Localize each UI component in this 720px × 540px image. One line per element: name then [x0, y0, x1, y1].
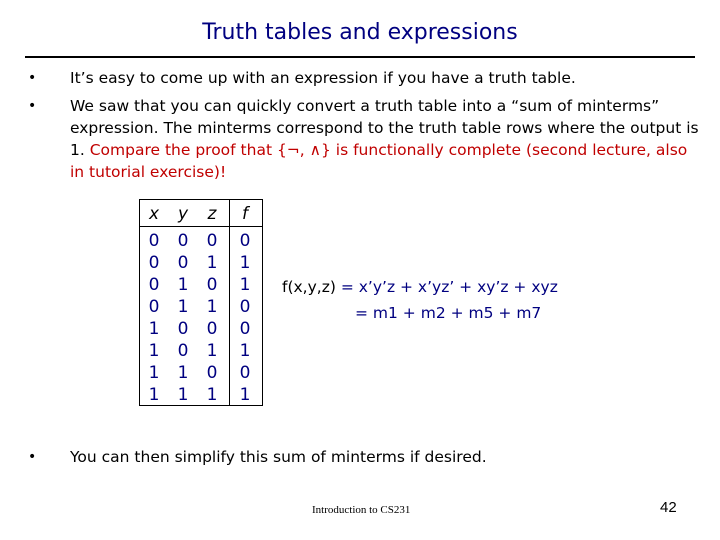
bullet-marker: • — [28, 98, 37, 114]
header-y: y — [177, 204, 189, 224]
table-cell: 0 — [177, 253, 189, 273]
table-cell: 1 — [239, 275, 251, 295]
table-cell: 0 — [206, 319, 218, 339]
table-cell: 1 — [239, 341, 251, 361]
table-cell: 1 — [206, 385, 218, 405]
bullet-text: We saw that you can quickly convert a truth table into a “sum of minterms” expression. The minterms correspond to the truth table rows where the output is 1. — [70, 97, 699, 159]
page-number: 42 — [660, 499, 677, 516]
footer-text: Introduction to CS231 — [312, 504, 411, 516]
bullet-marker: • — [28, 70, 37, 86]
table-cell: 0 — [177, 319, 189, 339]
title-divider — [25, 56, 695, 58]
table-row — [140, 384, 262, 406]
table-cell: 0 — [206, 231, 218, 251]
equation-rhs: = x’y’z + x’yz’ + xy’z + xyz — [340, 278, 558, 296]
equation-line-1 — [282, 276, 558, 298]
table-cell: 1 — [177, 275, 189, 295]
table-cell: 1 — [148, 363, 160, 383]
header-f: f — [242, 204, 248, 224]
table-row — [140, 362, 262, 384]
table-row — [140, 230, 262, 252]
table-cell: 0 — [148, 297, 160, 317]
table-cell: 1 — [177, 297, 189, 317]
truth-table — [139, 199, 263, 406]
table-cell: 0 — [239, 231, 251, 251]
header-z: z — [207, 204, 217, 224]
table-row — [140, 274, 262, 296]
table-cell: 1 — [239, 385, 251, 405]
table-cell: 1 — [206, 341, 218, 361]
table-cell: 0 — [206, 363, 218, 383]
equation-lhs: f(x,y,z) — [282, 278, 336, 296]
table-cell: 0 — [239, 319, 251, 339]
table-cell: 1 — [177, 385, 189, 405]
table-cell: 0 — [206, 275, 218, 295]
table-cell: 0 — [239, 297, 251, 317]
table-row — [140, 252, 262, 274]
table-cell: 0 — [177, 231, 189, 251]
table-cell: 1 — [177, 363, 189, 383]
table-row — [140, 296, 262, 318]
equation-line-2: = m1 + m2 + m5 + m7 — [355, 304, 542, 322]
table-cell: 0 — [148, 275, 160, 295]
bullet-item — [70, 95, 700, 183]
table-cell: 0 — [148, 253, 160, 273]
slide-title: Truth tables and expressions — [202, 20, 518, 45]
table-cell: 1 — [148, 385, 160, 405]
table-cell: 0 — [148, 231, 160, 251]
table-row — [140, 340, 262, 362]
table-row — [140, 318, 262, 340]
bullet-highlight: Compare the proof that {¬, ∧} is functionally complete (second lecture, also in tutorial exercise)! — [70, 141, 688, 181]
table-cell: 1 — [206, 253, 218, 273]
table-header-row — [140, 203, 262, 225]
table-cell: 1 — [239, 253, 251, 273]
bullet-item: You can then simplify this sum of minterms if desired. — [70, 448, 487, 466]
table-cell: 0 — [177, 341, 189, 361]
table-cell: 0 — [239, 363, 251, 383]
bullet-item: It’s easy to come up with an expression if you have a truth table. — [70, 69, 576, 87]
table-cell: 1 — [148, 319, 160, 339]
header-x: x — [148, 204, 160, 224]
bullet-marker: • — [28, 449, 37, 465]
table-cell: 1 — [148, 341, 160, 361]
table-cell: 1 — [206, 297, 218, 317]
table-header-divider — [140, 226, 262, 227]
